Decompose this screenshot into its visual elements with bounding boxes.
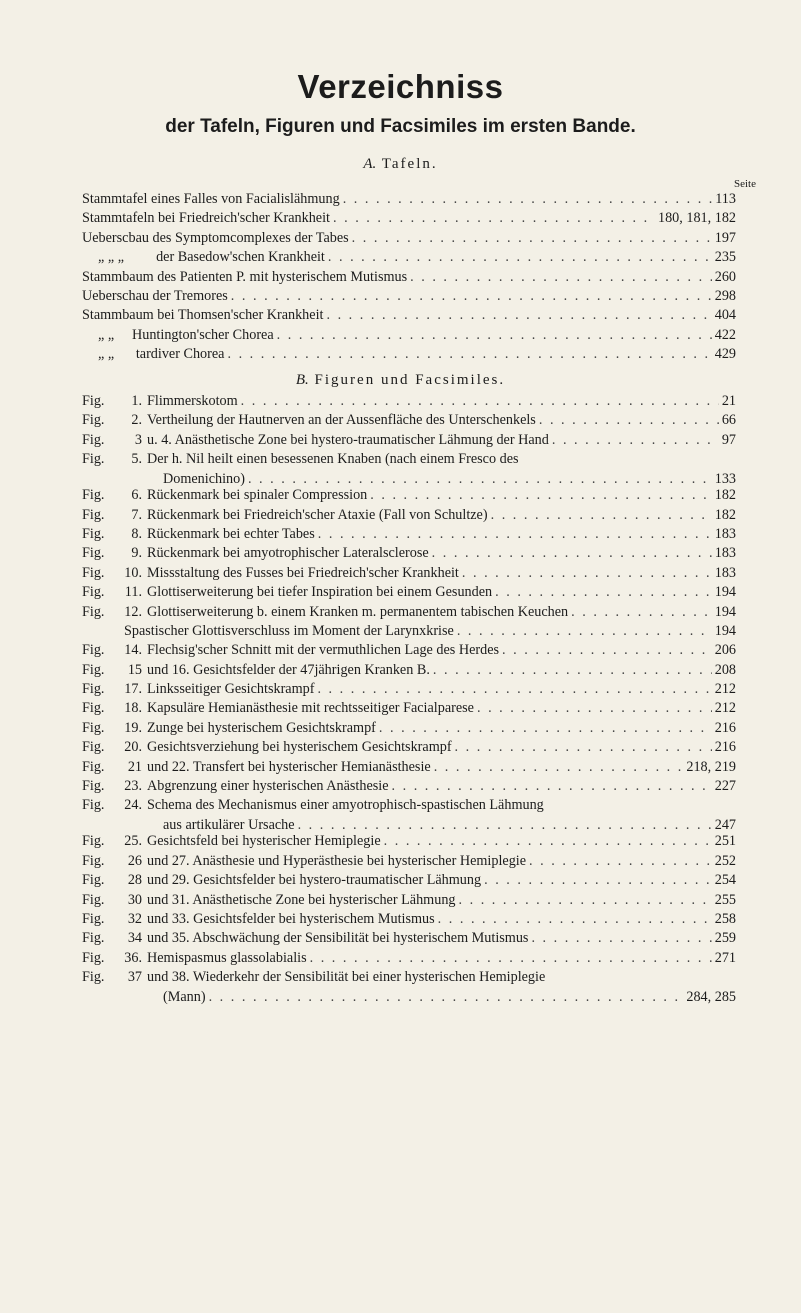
entry-line [147,699,736,718]
leader-dots [455,738,712,757]
entry-text: Stammtafeln bei Friedreich'scher Krankheit [82,210,330,227]
page-number: 182 [714,487,736,504]
page-number: 133 [714,470,736,487]
figure-entry [147,968,736,1007]
figure-row [82,525,736,544]
fig-label: Fig. [82,930,105,947]
fig-number: 28 [127,872,142,889]
toc-line [82,268,736,287]
leader-dots [433,661,712,680]
leader-dots [462,564,712,583]
figure-row [82,661,736,680]
entry-line [147,431,736,450]
fig-number: 25. [124,833,142,850]
fig-number: 7. [131,506,142,523]
fig-label: Fig. [82,431,105,448]
section-a-heading [0,156,801,173]
page-number: 212 [714,700,736,717]
toc-line [82,209,736,228]
fig-label: Fig. [82,681,105,698]
leader-dots [277,326,712,345]
figure-entry [147,603,736,622]
figure-entry [147,506,736,525]
page-number: 252 [714,852,736,869]
entry-text: Spastischer Glottisverschluss im Moment der Larynxkrise [124,622,454,639]
leader-dots [539,411,719,430]
entry-text: Rückenmark bei amyotrophischer Lateralsclerose [147,545,429,562]
page-number: 66 [721,412,736,429]
ditto-marks: „ „ [98,346,115,363]
figure-entry [147,699,736,718]
leader-dots [491,506,712,525]
fig-number: 19. [124,719,142,736]
fig-number: 26 [127,852,142,869]
fig-number: 2. [131,412,142,429]
figure-entry [147,758,736,777]
entry-text: u. 4. Anästhetische Zone bei hystero-traumatischer Lähmung der Hand [147,431,549,448]
seite-label: Seite [734,178,756,190]
leader-dots [209,988,684,1007]
entry-text: und 16. Gesichtsfelder der 47jährigen Kranken B. [147,661,430,678]
entry-text: Stammbaum des Patienten P. mit hysterischem Mutismus [82,268,408,285]
entry-line [147,796,736,815]
fig-number: 6. [131,487,142,504]
entry-text: Kapsuläre Hemianästhesie mit rechtsseitiger Facialparese [147,700,474,717]
page-number: 259 [714,930,736,947]
entry-text: Abgrenzung einer hysterischen Anästhesie [147,778,389,795]
fig-label: Fig. [82,969,105,986]
figure-row [82,564,736,583]
page-title: Verzeichniss [297,68,504,105]
figure-entry [147,796,736,835]
entry-line [147,411,736,430]
entry-text: Rückenmark bei spinaler Compression [147,487,368,504]
fig-number: 34 [127,930,142,947]
figure-row [82,506,736,525]
leader-dots [333,209,655,228]
page-number: 429 [714,346,736,363]
entry-text: Domenichino) [163,470,245,487]
page-number: 113 [715,191,736,207]
entry-text: Glottiserweiterung b. einem Kranken m. permanentem tabischen Keuchen [147,603,569,620]
entry-text: Rückenmark bei Friedreich'scher Ataxie (Fall von Schultze) [147,506,488,523]
leader-dots [495,583,712,602]
entry-line [147,603,736,622]
entry-line [147,564,736,583]
leader-dots [457,622,712,641]
page-number: 255 [714,891,736,908]
entry-text: Linksseitiger Gesichtskrampf [147,681,315,698]
fig-label: Fig. [82,700,105,717]
entry-line [147,929,736,948]
figure-entry [147,431,736,450]
figure-row [82,796,736,832]
fig-label: Fig. [82,949,105,966]
page-number: 212 [714,681,736,698]
toc-line [82,190,736,209]
entry-text: Gesichtsverziehung bei hysterischem Gesichtskrampf [147,739,452,756]
leader-dots [432,544,712,563]
toc-line [82,248,736,267]
fig-label: Fig. [82,758,105,775]
figure-entry [147,832,736,851]
fig-label: Fig. [82,739,105,756]
figure-row [82,603,736,622]
page-number: 260 [714,268,736,285]
fig-number: 8. [131,525,142,542]
entry-text: Stammbaum bei Thomsen'scher Krankheit [82,307,324,324]
leader-dots [459,891,712,910]
figure-row [82,929,736,948]
fig-number: 24. [124,797,142,814]
figure-entry [147,777,736,796]
figure-row [82,450,736,486]
entry-line [147,738,736,757]
entry-line [147,641,736,660]
fig-label: Fig. [82,393,105,409]
fig-number: 12. [124,603,142,620]
ditto-marks: „ „ [98,326,115,343]
entry-line [147,891,736,910]
leader-dots [392,777,712,796]
figure-entry [147,852,736,871]
entry-text: Ueberscbau des Symptomcomplexes der Tabes [82,229,349,246]
toc-line [82,326,736,345]
page-number: 271 [714,949,736,966]
page-number: 247 [714,816,736,833]
page-number: 254 [714,872,736,889]
fig-label: Fig. [82,661,105,678]
figure-row [82,832,736,851]
fig-number: 36. [124,949,142,966]
toc-row [82,326,736,345]
fig-label: Fig. [82,451,105,468]
page-number: 194 [714,622,736,639]
page-number: 197 [714,229,736,246]
tafeln-list [82,190,736,365]
fig-label: Fig. [82,525,105,542]
entry-line [147,832,736,851]
toc-row [82,190,736,209]
figure-row [82,871,736,890]
leader-dots [352,229,712,248]
leader-dots [318,525,712,544]
entry-text: und 33. Gesichtsfelder bei hysterischem Mutismus [147,910,435,927]
ditto-marks: „ „ „ [98,249,124,266]
fig-label: Fig. [82,603,105,620]
figure-entry [147,738,736,757]
fig-number: 30 [127,891,142,908]
entry-text: und 31. Anästhetische Zone bei hysterischer Lähmung [147,891,456,908]
entry-line [147,871,736,890]
figure-row [82,699,736,718]
entry-text: und 38. Wiederkehr der Sensibilität bei einer hysterischen Hemiplegie [147,969,546,986]
entry-line [147,949,736,968]
entry-line [124,622,736,641]
figure-entry [147,680,736,699]
figure-row [82,680,736,699]
entry-text: tardiver Chorea [135,346,225,363]
page-number: 180, 181, 182 [657,210,736,227]
figure-row [82,583,736,602]
leader-dots [529,852,712,871]
page-subtitle: der Tafeln, Figuren und Facsimiles im ersten Bande. [165,116,636,137]
leader-dots [370,486,711,505]
figure-row [82,738,736,757]
leader-dots [531,929,711,948]
figure-entry [147,949,736,968]
figure-entry [124,622,736,641]
section-a-title: Tafeln. [381,156,438,172]
page-number: 235 [714,249,736,266]
figure-entry [147,411,736,430]
entry-text: Hemispasmus glassolabialis [147,949,307,966]
entry-text: Zunge bei hysterischem Gesichtskrampf [147,719,376,736]
figure-row [82,891,736,910]
fig-number: 23. [124,778,142,795]
leader-dots [343,190,713,209]
entry-line [147,450,736,469]
entry-text: Ueberschau der Tremores [82,287,228,304]
fig-label: Fig. [82,719,105,736]
figure-row [82,486,736,505]
figure-entry [147,486,736,505]
entry-text: Glottiserweiterung bei tiefer Inspiration bei einem Gesunden [147,584,493,601]
entry-line [147,758,736,777]
fig-number: 21 [127,758,142,775]
leader-dots [379,719,712,738]
fig-number: 11. [124,584,142,601]
figure-entry [147,910,736,929]
page-number: 183 [714,564,736,581]
figure-entry [147,544,736,563]
figuren-list [82,392,736,1004]
fig-label: Fig. [82,506,105,523]
fig-number: 15 [127,661,142,678]
toc-row [82,229,736,248]
figure-row [82,411,736,430]
fig-number: 14. [124,642,142,659]
entry-line [147,525,736,544]
entry-text: Huntington'scher Chorea [132,326,274,343]
figure-row [82,544,736,563]
page-number: 404 [714,307,736,324]
entry-text: Rückenmark bei echter Tabes [147,525,315,542]
entry-text: der Basedow'schen Krankheit [156,249,325,266]
leader-dots [571,603,712,622]
page-number: 284, 285 [686,988,736,1005]
page-number: 182 [714,506,736,523]
page-number: 183 [714,545,736,562]
entry-text: und 27. Anästhesie und Hyperästhesie bei hysterischer Hemiplegie [147,852,527,869]
entry-line [147,544,736,563]
figure-row [82,392,736,411]
figure-row [82,641,736,660]
figure-row [82,949,736,968]
leader-dots [434,758,684,777]
fig-label: Fig. [82,487,105,504]
fig-label: Fig. [82,910,105,927]
entry-line [147,486,736,505]
page-number: 251 [714,833,736,850]
entry-text: Der h. Nil heilt einen besessenen Knaben (nach einem Fresco des [147,451,519,468]
fig-number: 1. [131,393,142,409]
figure-entry [147,564,736,583]
leader-dots [310,949,712,968]
entry-line [147,968,736,987]
entry-line [147,777,736,796]
page-number: 258 [714,910,736,927]
entry-line [147,661,736,680]
figure-entry [147,641,736,660]
section-a-letter: A. [363,156,377,172]
page-number: 216 [714,719,736,736]
leader-dots [502,641,712,660]
entry-text: Vertheilung der Hautnerven an der Aussenfläche des Unterschenkels [147,412,536,429]
leader-dots [326,306,711,325]
page-number: 194 [714,603,736,620]
section-b-title: Figuren und Facsimiles. [314,372,506,388]
figure-entry [147,929,736,948]
leader-dots [384,832,712,851]
fig-label: Fig. [82,891,105,908]
toc-line [82,306,736,325]
leader-dots [477,699,712,718]
page-number: 97 [721,431,736,448]
figure-row [82,622,736,641]
figure-entry [147,392,736,411]
leader-dots [410,268,712,287]
leader-dots [552,431,719,450]
entry-line [147,392,736,411]
fig-number: 17. [124,681,142,698]
entry-text: Flimmerskotom [147,393,238,409]
figure-row [82,777,736,796]
entry-text: und 29. Gesichtsfelder bei hystero-traumatischer Lähmung [147,872,482,889]
page-number: 298 [714,287,736,304]
leader-dots [227,345,711,364]
leader-dots [438,910,712,929]
figure-entry [147,661,736,680]
leader-dots [241,392,719,411]
page-number: 21 [721,393,736,409]
page-number: 218, 219 [686,758,736,775]
figure-entry [147,583,736,602]
entry-line [147,988,736,1007]
toc-row [82,248,736,267]
leader-dots [317,680,711,699]
fig-label: Fig. [82,852,105,869]
figure-entry [147,891,736,910]
leader-dots [484,871,712,890]
entry-line [147,680,736,699]
entry-line [147,910,736,929]
toc-row [82,306,736,325]
entry-text: und 22. Transfert bei hysterischer Hemianästhesie [147,758,431,775]
entry-text: Gesichtsfeld bei hysterischer Hemiplegie [147,833,381,850]
entry-text: Flechsig'scher Schnitt mit der vermuthlichen Lage des Herdes [147,642,500,659]
fig-label: Fig. [82,778,105,795]
fig-number: 20. [124,739,142,756]
section-b-letter: B. [295,372,309,388]
figure-row [82,758,736,777]
entry-line [147,852,736,871]
leader-dots [328,248,712,267]
page-number: 208 [714,661,736,678]
entry-line [147,506,736,525]
fig-label: Fig. [82,412,105,429]
fig-label: Fig. [82,584,105,601]
entry-text: (Mann) [163,988,206,1005]
entry-line [147,719,736,738]
fig-label: Fig. [82,833,105,850]
figure-row [82,852,736,871]
fig-number: 32 [127,910,142,927]
leader-dots [231,287,712,306]
fig-label: Fig. [82,797,105,814]
figure-row [82,431,736,450]
fig-number: 37 [127,969,142,986]
entry-text: und 35. Abschwächung der Sensibilität bei hysterischem Mutismus [147,930,529,947]
figure-entry [147,525,736,544]
entry-text: aus artikulärer Ursache [163,816,295,833]
fig-number: 3 [134,431,142,448]
page-number: 227 [714,778,736,795]
figure-row [82,910,736,929]
section-b-heading [0,372,801,389]
figure-row [82,968,736,1004]
fig-number: 5. [131,451,142,468]
page-number: 194 [714,584,736,601]
fig-number: 18. [124,700,142,717]
entry-line [147,583,736,602]
fig-label: Fig. [82,872,105,889]
page-number: 422 [714,326,736,343]
toc-line [82,229,736,248]
page-number: 216 [714,739,736,756]
toc-row [82,268,736,287]
page-number: 183 [714,525,736,542]
figure-row [82,719,736,738]
page-number: 206 [714,642,736,659]
fig-label: Fig. [82,564,105,581]
entry-text: Stammtafel eines Falles von Facialislähmung [82,191,340,207]
figure-entry [147,719,736,738]
fig-number: 9. [131,545,142,562]
entry-text: Missstaltung des Fusses bei Friedreich'scher Krankheit [147,564,459,581]
toc-row [82,287,736,306]
fig-number: 10. [124,564,142,581]
toc-line [82,287,736,306]
toc-row [82,209,736,228]
toc-line [82,345,736,364]
toc-row [82,345,736,364]
fig-label: Fig. [82,642,105,659]
entry-text: Schema des Mechanismus einer amyotrophisch-spastischen Lähmung [147,797,544,814]
fig-label: Fig. [82,545,105,562]
figure-entry [147,871,736,890]
figure-entry [147,450,736,489]
